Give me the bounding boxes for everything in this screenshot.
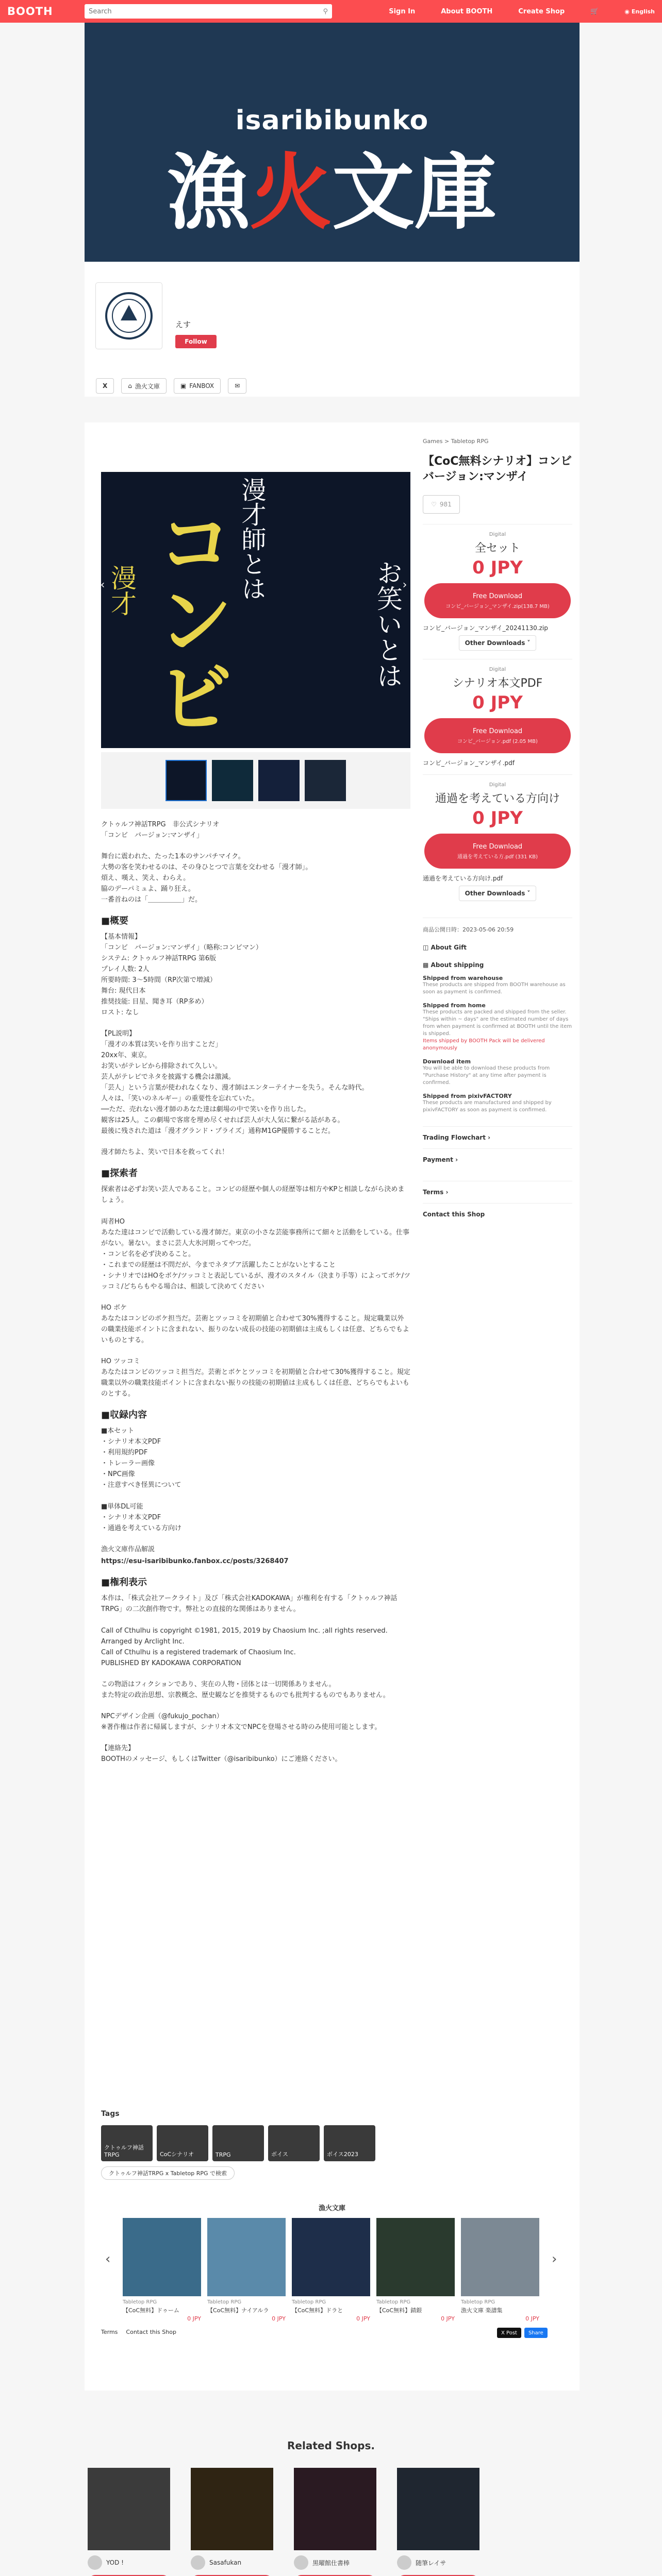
thumbnail-strip [101,752,410,809]
shop-banner [85,23,580,262]
x-share-button[interactable]: X Post [497,2328,521,2338]
variant-price: 0 JPY [472,557,523,578]
payment-link[interactable]: Payment › [423,1148,572,1171]
create-shop-link[interactable]: Create Shop [518,7,565,15]
avatar [294,2555,308,2570]
x-icon: X [103,382,108,389]
contact-text: 【連絡先】 BOOTHのメッセージ、もしくはTwitter（@isaribibunko）にご連絡ください。 [101,1744,342,1763]
file-name: 通過を考えている方向け.pdf [423,875,503,882]
shop-item-card[interactable]: Tabletop RPG 【CoC無料】ナイアルラ 0 JPY [207,2218,286,2322]
chevron-right-icon: › [488,1134,491,1141]
contact-shop-link[interactable]: Contact this Shop [423,1203,572,1225]
other-downloads-button[interactable]: Other Downloads ˅ [459,886,536,901]
image-text-3: お笑いとは [373,560,403,688]
banner-title: 漁火文庫 [167,144,498,241]
shop-thumbnail [191,2468,273,2550]
published-date: 商品公開日時：2023-05-06 20:59 [423,918,572,934]
product-main-image[interactable] [101,472,410,748]
home-link[interactable]: ⌂ 漁火文庫 [121,378,167,394]
heart-icon: ♡ [431,501,437,508]
booth-pack-link[interactable]: Items shipped by BOOTH Pack will be delivered anonymously [423,1038,545,1051]
chevron-right-icon: › [455,1156,458,1163]
top-header [0,0,662,23]
like-button[interactable]: ♡ 981 [423,495,460,514]
fiction-text: この物語はフィクションであり、実在の人物・団体とは一切関係ありません。 また特定の政治思想、宗教概念、歴史観などを推奨するものでも批判するものでもありません。 [101,1681,390,1699]
breadcrumb: Games > Tabletop RPG [423,438,489,445]
avatar [191,2555,205,2570]
free-download-button[interactable]: Free Download 通過を考えている方.pdf (331 KB) [424,834,571,869]
about-gift-link[interactable]: ◫ About Gift [423,944,467,951]
shop-avatar[interactable] [96,283,162,349]
message-link[interactable] [228,378,246,394]
chevron-down-icon: ˅ [527,639,531,647]
avatar [88,2555,102,2570]
contents-text: ■本セット ・シナリオ本文PDF ・利用規約PDF ・トレーラー画像 ・NPC画像 ・注意すべき怪異について ■単体DL可能 ・シナリオ本文PDF ・通過を考えている方向け [101,1427,182,1532]
prev-image-icon[interactable]: ‹ [100,578,105,591]
shop-item-card[interactable]: Tabletop RPG 漁火文庫 楽譜集 0 JPY [461,2218,539,2322]
tag-list [101,2125,375,2161]
product-footer-links [101,2329,176,2335]
overview-text: 【基本情報】 「コンビ バージョン:マンザイ」（略称:コンビマン） システム: クトゥルフ神話TRPG 第6版 プレイ人数: 2人 所要時間: 3〜5時間（RP次第で増減） 舞台: 現代日本 推奨技能: 目星、聞き耳（RP多め） ロスト: なし [101,933,262,1016]
variant-price: 0 JPY [472,692,523,713]
shop-items-heading[interactable]: 漁火文庫 [318,2205,345,2212]
variant-name: シナリオ本文PDF [452,677,543,690]
x-link[interactable] [96,378,114,394]
tag-item[interactable]: TRPG [212,2125,264,2161]
free-download-button[interactable]: Free Download コンビ_バージョン.pdf (2.05 MB) [424,718,571,753]
thumbnail[interactable] [305,760,346,801]
variant-name: 全セット [474,542,520,555]
blog-url-link[interactable]: https://esu-isaribibunko.fanbox.cc/posts/3268407 [101,1557,289,1565]
product-panel [85,422,584,2391]
purchase-sidebar [423,438,584,1225]
search-icon[interactable]: ⚲ [323,7,328,15]
shop-name[interactable]: えす [175,320,191,329]
booth-logo[interactable]: BOOTH [7,5,53,18]
chevron-down-icon: ˅ [527,890,531,897]
ho2-text: HO ツッコミ あなたはコンビのツッコミ担当だ。芸術とボケとツッコミを初期値と合わせて30%獲得すること。規定職業以外の職業技能ポイントに含まれない振りの技能の初期値は主成もしくは任意、どちらでもよいものとする。 [101,1358,410,1398]
ship-warehouse: Shipped from warehouse These products are shipped from BOOTH warehouse as soon as payment is confirmed. [423,975,566,995]
search-box[interactable] [85,4,332,19]
shop-thumbnail [397,2468,479,2550]
terms-footer-link[interactable]: Terms [101,2329,118,2335]
contents-heading: ■収録内容 [101,1410,147,1420]
item-thumbnail [123,2218,201,2296]
image-text-4: 漫才 [107,565,137,616]
shop-links [96,378,246,394]
cart-icon[interactable]: 🛒 [590,7,599,15]
strip-prev-icon[interactable]: ‹ [105,2251,111,2267]
search-input[interactable] [89,8,323,15]
language-link[interactable]: ◉ English [624,8,655,15]
header-nav [389,0,655,23]
tag-item[interactable]: CoCシナリオ [157,2125,208,2161]
related-shop-card[interactable]: Sasafukan [191,2468,273,2576]
tag-item[interactable]: クトゥルフ神話TRPG [101,2125,153,2161]
desc-intro: クトゥルフ神話TRPG 非公式シナリオ 「コンビ バージョン:マンザイ」 [101,821,220,839]
product-title: 【CoC無料シナリオ】コンビ バージョン:マンザイ [423,455,584,483]
pl-intro-text: 【PL説明】 「漫才の本質は笑いを作り出すことだ」 20xx年、東京。 お笑いがテレビから排除されて久しい。 芸人がテレビでネタを披露する機会は激減。 「芸人」という言葉が使われなくなり、漫才師はエンターテイナーを失う。そんな時代。 人々は、「笑いのネルギー」の重要性を忘れていた。 ──ただ、売れない漫才師のあなた達は劇場の中で笑いを作り出した。 観客は25人。この劇場で客席を埋め尽くせれば芸人が大人気に繋がる話がある。 最後に残された道は「漫才グランド・プライズ」通称M1GP優勝することだ。 [101,1030,369,1135]
closing-text: 漫才師たちよ、笑いで日本を救ってくれ！ [101,1148,229,1156]
rights-text: 本作は、「株式会社アークライト」及び「株式会社KADOKAWA」が権利を有する「クトゥルフ神話TRPG」の二次創作物です。弊社との直接的な関係はありません。 Call of Cthulhu is copyright ©1981, 2015, 2019 by Chaosium Inc. ;all rights reserved. Arranged by Arclight Inc. Call of Cthulhu is a registered trademark of Chaosium Inc. PUBLISHED BY KADOKAWA CORPORATION [101,1595,398,1667]
tag-item[interactable]: ボイス [268,2125,320,2161]
strip-next-icon[interactable]: › [552,2251,557,2267]
rights-heading: ■権利表示 [101,1577,147,1588]
related-shops-list [88,2468,479,2576]
ho1-text: HO ボケ あなたはコンビのボケ担当だ。芸術とツッコミを初期値と合わせて30%獲得すること。規定職業以外の職業技能ポイントに含まれない、振りのない成長の技能の初期値は主成もしくは任意、どちらでもよいものとする。 [101,1304,409,1344]
seekers-text: 探索者は必ずお笑い芸人であること。コンビの経歴や個人の経歴等は相方やKPと相談しながら決めましょう。 両者HO あなた達はコンビで活動している漫才師だ。東京の小さな芸能事務所にて細々と活動をしている。仕事がない。暑ない。まさに芸人大氷河期ってやつだ。 ・コンビ名を必ず決めること。 ・これまでの経歴は不問だが、今までネタプア活躍したことがないとすること ・シナリオではHOをボケ/ツッコミと表記しているが、漫才のスタイル（決まり手等）によってボケ/ツッコミ/どちらもやる場合は、相談して決めてください [101,1185,410,1291]
shop-header [85,23,580,397]
terms-link[interactable]: Terms › [423,1181,572,1203]
thumbnail[interactable] [166,760,207,801]
file-name: コンビ_バージョン_マンザイ.pdf [423,759,515,767]
about-booth-link[interactable]: About BOOTH [441,7,493,15]
globe-icon: ◉ [624,8,630,15]
shop-thumbnail [88,2468,170,2550]
item-thumbnail [461,2218,539,2296]
other-downloads-button[interactable]: Other Downloads ˅ [459,635,536,651]
related-shop-card[interactable]: 黒曜館仕書棒 [294,2468,376,2576]
home-icon: ⌂ [128,382,132,389]
follow-shop-button[interactable]: Follow [175,335,217,348]
ship-pixivfactory: Shipped from pixivFACTORY These products are manufactured and shipped by pixivFACTORY as soon as payment is confirmed. [423,1093,552,1113]
truck-icon: ▩ [423,961,429,969]
sign-in-link[interactable]: Sign In [389,7,416,15]
related-shop-card[interactable]: 随筆レイサ [397,2468,479,2576]
image-text-2: コンビ [143,503,234,735]
variant-scenario-pdf: Digital シナリオ本文PDF 0 JPY Free Download コンビ_バージョン.pdf (2.05 MB) コンビ_バージョン_マンザイ.pdf [423,659,572,774]
shop-thumbnail [294,2468,376,2550]
about-shipping-heading: ▩ About shipping [423,961,484,969]
mail-icon: ✉ [235,382,240,389]
free-download-button[interactable]: Free Download コンビ_バージョン_マンザイ.zip(138.7 MB) [424,583,571,618]
item-thumbnail [207,2218,286,2296]
contact-footer-link[interactable]: Contact this Shop [126,2329,176,2335]
item-thumbnail [376,2218,455,2296]
ship-download: Download item You will be able to download these products from "Purchase History" at any time after payment is confirmed. [423,1058,550,1086]
tags-heading: Tags [101,2110,120,2118]
overview-heading: ■概要 [101,916,129,926]
related-shop-card[interactable]: YOD ! [88,2468,170,2576]
share-buttons [497,2328,548,2338]
variant-full-set: Digital 全セット 0 JPY Free Download コンビ_バージョン_マンザイ.zip(138.7 MB) コンビ_バージョン_マンザイ_20241130.zip Other Downloads ˅ [423,524,572,659]
banner-subtitle: isaribibunko [235,105,429,136]
desc-tagline: 舞台に震われた、たった1本のサンパチマイク。 大勢の客を笑わせるのは、その身ひとつで言葉を交わせる「漫才師」。 煩え、嘆え、笑え、わらえ。 脇のデーパミュよ、踊り狂え。 一番首ねのは「＿＿＿＿＿」だ。 [101,853,312,904]
image-text-1: 漫才師とは [237,477,266,601]
variant-price: 0 JPY [472,808,523,828]
gift-icon: ◫ [423,944,429,951]
product-description [101,819,410,1775]
shop-items-strip [123,2218,541,2322]
item-thumbnail [292,2218,370,2296]
thumbnail[interactable] [212,760,253,801]
thumbnail[interactable] [258,760,300,801]
shop-item-card[interactable]: Tabletop RPG 【CoC無料】錆銀 0 JPY [376,2218,455,2322]
next-image-icon[interactable]: › [402,578,407,591]
npc-text: NPCデザイン企画（@fukujo_pochan） ※著作権は作者に帰属しますが、シナリオ本文でNPCを登場させる時のみ使用可能とします。 [101,1713,382,1731]
tag-item[interactable]: ボイス2023 [324,2125,375,2161]
variant-name: 通過を考えている方向け [435,792,560,805]
related-shops-heading: Related Shops. [287,2439,375,2452]
file-name: コンビ_バージョン_マンザイ_20241130.zip [423,624,548,632]
variant-passthrough: Digital 通過を考えている方向け 0 JPY Free Download 通過を考えている方.pdf (331 KB) 通過を考えている方向け.pdf Other Downloads ˅ [423,774,572,909]
fanbox-link[interactable]: ▣ FANBOX [174,378,221,394]
shop-item-card[interactable]: Tabletop RPG 【CoC無料】ドラと 0 JPY [292,2218,370,2322]
search-tag-link[interactable]: クトゥルフ神話TRPG x Tabletop RPG で検索 [101,2166,235,2180]
avatar [397,2555,411,2570]
fanbox-icon: ▣ [180,382,187,389]
shop-item-card[interactable]: Tabletop RPG 【CoC無料】ドゥーム 0 JPY [123,2218,201,2322]
seekers-heading: ■探索者 [101,1168,138,1179]
facebook-share-button[interactable]: Share [524,2328,548,2338]
blog-label: 漁火文庫作品解説 [101,1546,155,1553]
ship-home: Shipped from home These products are packed and shipped from the seller. "Ships within ~ days" are the estimated number of days from when payment is confirmed at BOOTH until the item is shipped. Items shipped by BOOTH Pack will be delivered anonymously [423,1002,572,1051]
trading-flowchart-link[interactable]: Trading Flowchart › [423,1126,572,1148]
shop-emblem-icon [97,284,160,347]
chevron-right-icon: › [445,1189,449,1196]
